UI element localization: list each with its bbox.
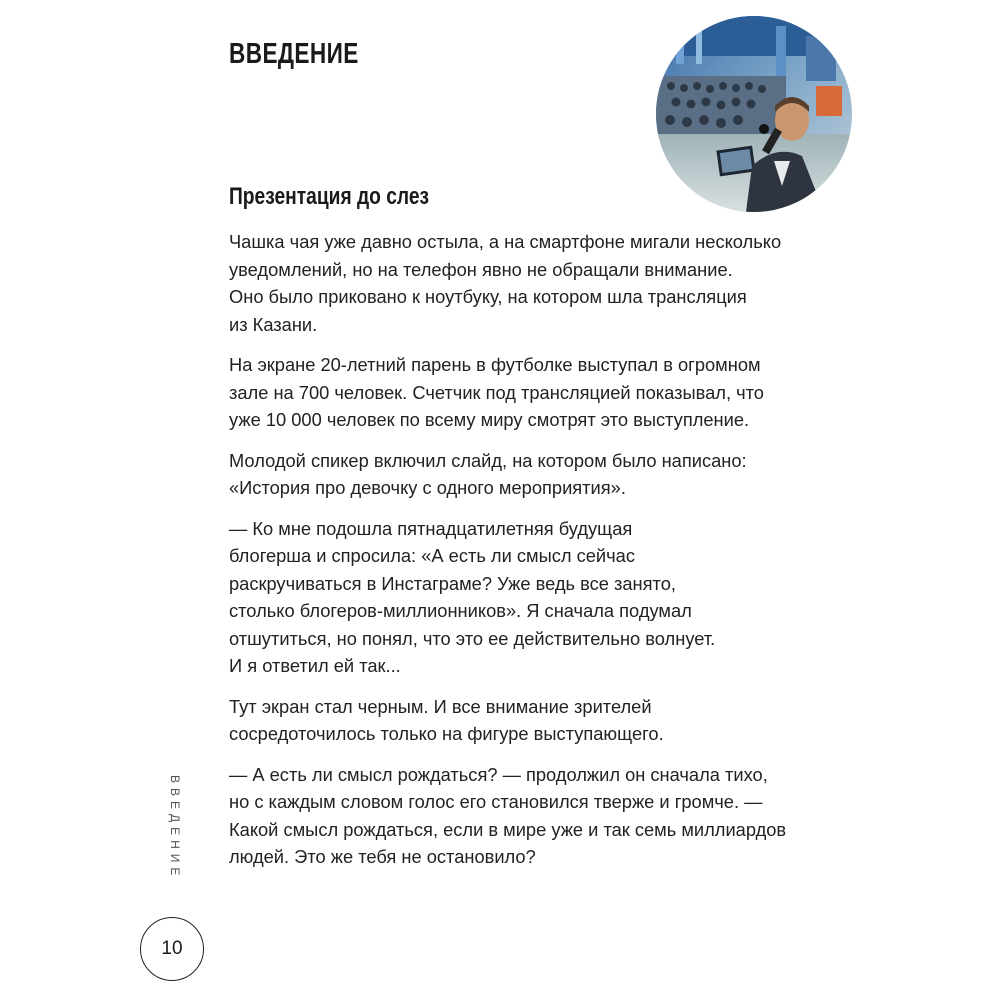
speaker-photo [656, 16, 852, 212]
text-line: уведомлений, но на телефон явно не обращали внимание. [229, 258, 733, 280]
text-line: Тут экран стал черным. И все внимание зрителей [229, 695, 652, 717]
speaker-photo-image [656, 16, 852, 212]
section-title: Презентация до слез [229, 183, 430, 210]
text-line: блогерша и спросила: «А есть ли смысл сейчас [229, 545, 635, 566]
text-line: — Ко мне подошла пятнадцатилетняя будущая [229, 517, 633, 539]
text-line: «История про девочку с одного мероприятия». [229, 477, 626, 498]
text-line: уже 10 000 человек по всему миру смотрят это выступление. [229, 409, 750, 430]
text-line: Молодой спикер включил слайд, на котором было написано: [229, 449, 747, 471]
text-line: столько блогеров-миллионников». Я сначала подумал [229, 600, 692, 621]
paragraph [229, 515, 839, 680]
text-line: И я ответил ей так... [229, 655, 401, 676]
running-head: ВВЕДЕНИЕ [168, 775, 182, 881]
text-line: из Казани. [229, 313, 318, 335]
page-number: 10 [140, 917, 204, 981]
text-line: Какой смысл рождаться, если в мире уже и так семь миллиардов [229, 818, 787, 840]
paragraph [229, 228, 839, 338]
text-line: — А есть ли смысл рождаться? — продолжил он сначала тихо, [229, 763, 768, 785]
text-line: сосредоточилось только на фигуре выступающего. [229, 723, 664, 744]
body-text [229, 228, 839, 884]
chapter-title: ВВЕДЕНИЕ [229, 38, 359, 70]
text-line: но с каждым словом голос его становился тверже и громче. — [229, 791, 763, 812]
text-line: отшутиться, но понял, что это ее действительно волнует. [229, 627, 716, 649]
text-line: На экране 20-летний парень в футболке выступал в огромном [229, 354, 761, 375]
text-line: Чашка чая уже давно остыла, а на смартфоне мигали несколько [229, 231, 782, 252]
paragraph [229, 693, 839, 748]
paragraph [229, 761, 839, 871]
text-line: людей. Это же тебя не остановило? [229, 846, 536, 867]
text-line: раскручиваться в Инстаграме? Уже ведь все занято, [229, 572, 676, 594]
text-line: зале на 700 человек. Счетчик под трансляцией показывал, что [229, 381, 764, 403]
paragraph [229, 351, 839, 434]
text-line: Оно было приковано к ноутбуку, на котором шла трансляция [229, 286, 747, 307]
paragraph [229, 447, 839, 502]
